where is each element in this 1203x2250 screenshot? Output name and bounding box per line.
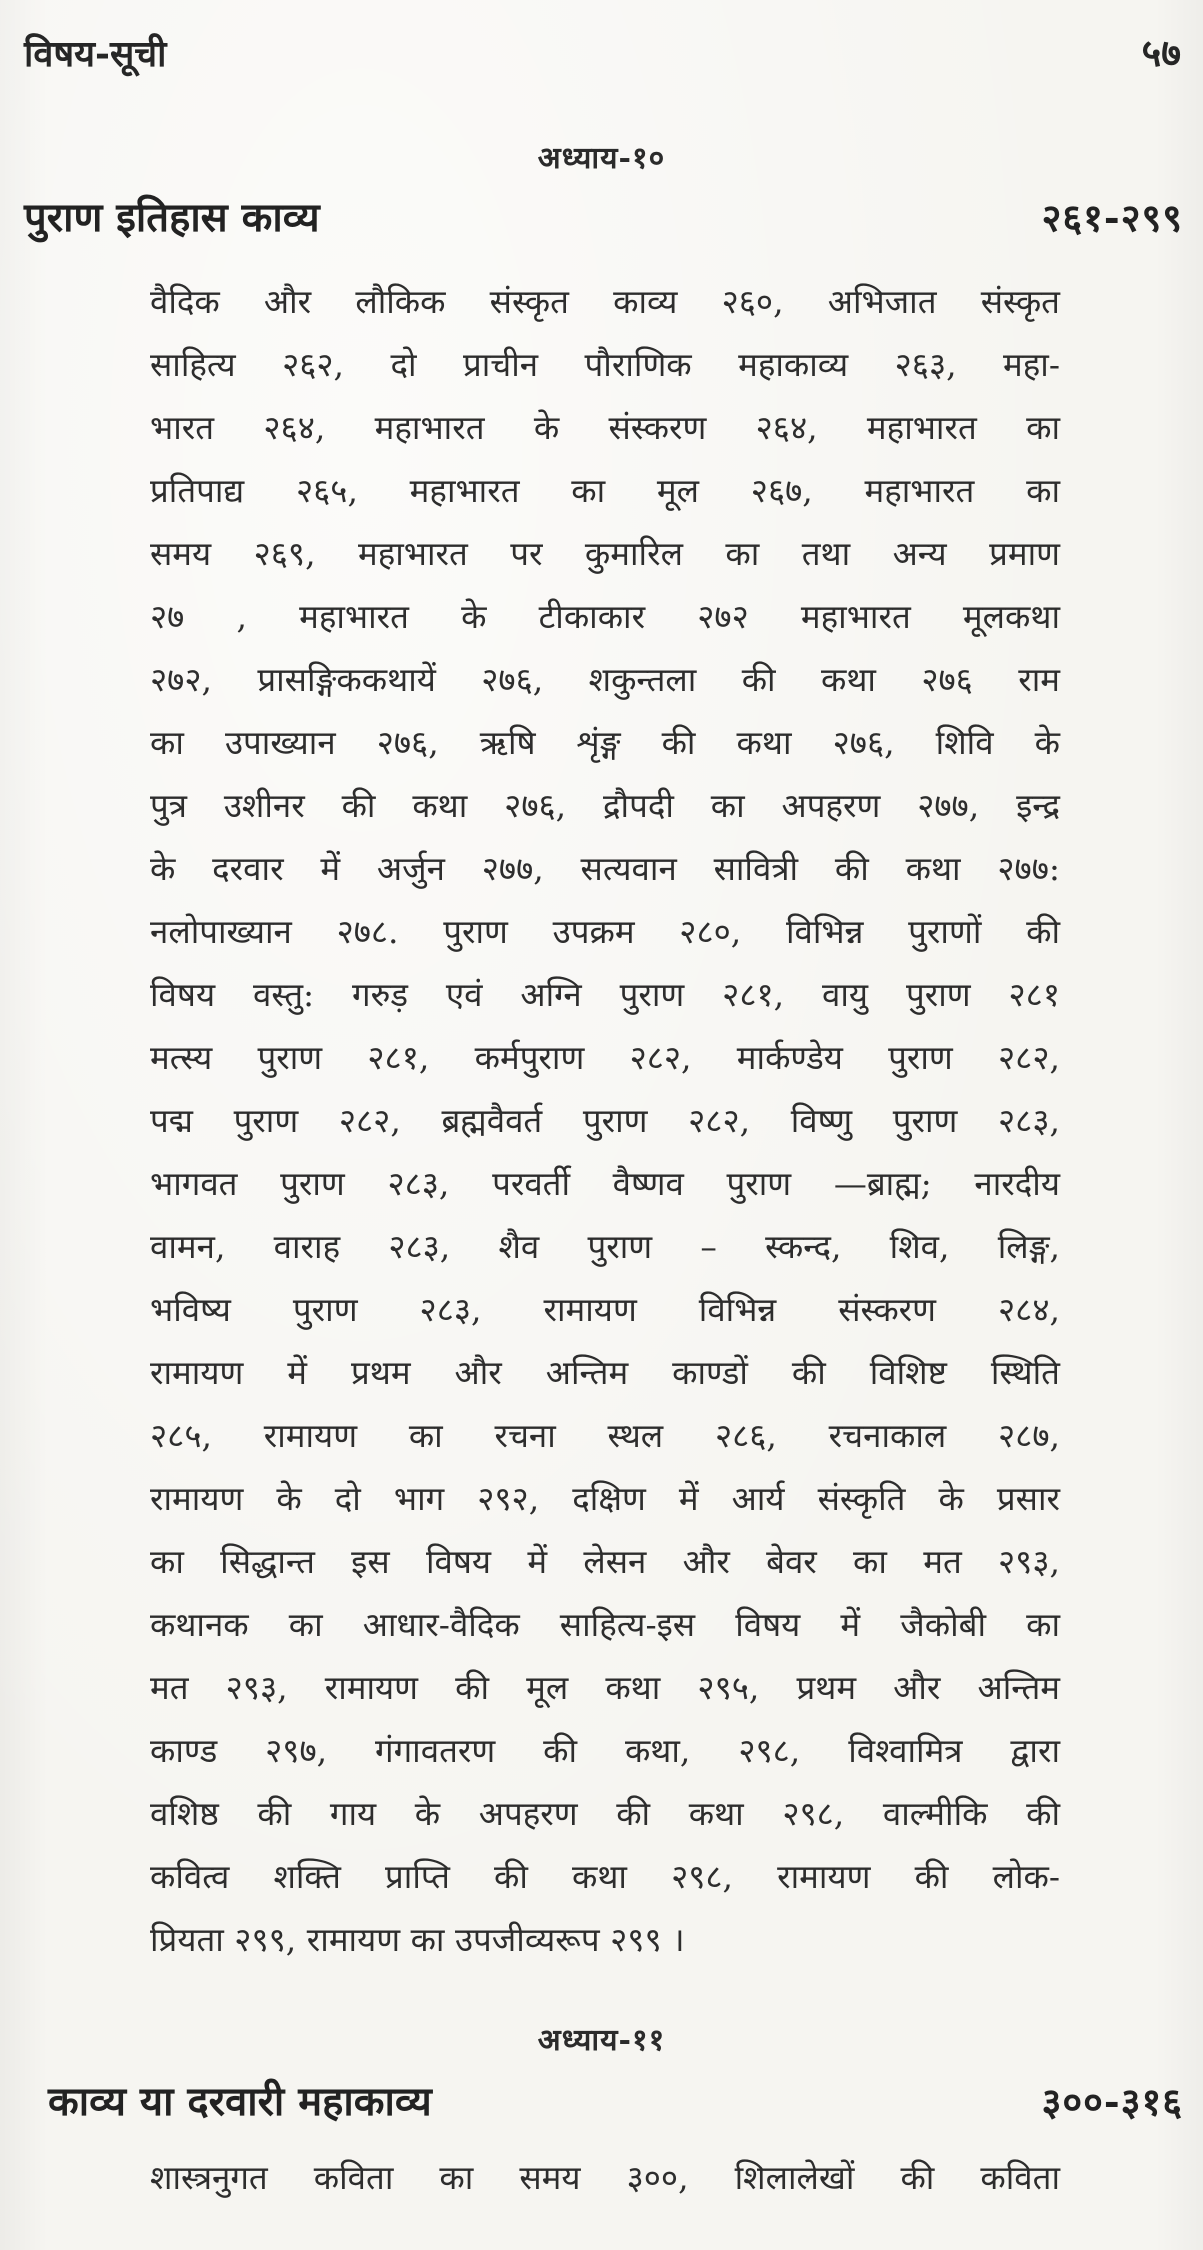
page-number: ५७ [1141,30,1181,75]
chapter-10-heading [24,188,1183,243]
contents-line: प्रतिपाद्य २६५, महाभारत का मूल २६७, महाभारत का [150,471,1060,510]
chapter-10-contents [150,270,1060,1971]
contents-line: भविष्य पुराण २८३, रामायण विभिन्न संस्करण २८४, [150,1290,1060,1329]
chapter-11-label: अध्याय-११ [537,2023,666,2058]
contents-line: रामायण के दो भाग २९२, दक्षिण में आर्य संस्कृति के प्रसार [150,1479,1060,1518]
contents-line: का सिद्धान्त इस विषय में लेसन और बेवर का मत २९३, [150,1542,1060,1581]
contents-line: रामायण में प्रथम और अन्तिम काण्डों की विशिष्ट स्थिति [150,1353,1060,1392]
contents-line: काण्ड २९७, गंगावतरण की कथा, २९८, विश्वामित्र द्वारा [150,1731,1060,1770]
chapter-11-title: काव्य या दरवारी महाकाव्य [48,2078,432,2125]
contents-line: वैदिक और लौकिक संस्कृत काव्य २६०, अभिजात संस्कृत [150,282,1060,321]
contents-line: का उपाख्यान २७६, ऋषि शृंङ्ग की कथा २७६, शिवि के [150,723,1060,762]
chapter-10-label: अध्याय-१० [537,141,666,176]
contents-line: पुत्र उशीनर की कथा २७६, द्रौपदी का अपहरण २७७, इन्द्र [150,786,1060,825]
contents-line: वामन, वाराह २८३, शैव पुराण – स्कन्द, शिव, लिङ्ग, [150,1227,1060,1266]
contents-line: साहित्य २६२, दो प्राचीन पौराणिक महाकाव्य २६३, महा- [150,345,1060,384]
contents-line: शास्त्रनुगत कविता का समय ३००, शिलालेखों की कविता [150,2158,1060,2197]
contents-line: कथानक का आधार-वैदिक साहित्य-इस विषय में जैकोबी का [150,1605,1060,1644]
contents-line: के दरवार में अर्जुन २७७, सत्यवान सावित्री की कथा २७७: [150,849,1060,888]
chapter-10-title: पुराण इतिहास काव्य [24,194,320,241]
contents-line: पद्म पुराण २८२, ब्रह्मवैवर्त पुराण २८२, विष्णु पुराण २८३, [150,1101,1060,1140]
contents-line: वशिष्ठ की गाय के अपहरण की कथा २९८, वाल्मीकि की [150,1794,1060,1833]
chapter-11-page-range: ३००-३१६ [1041,2079,1183,2124]
contents-line: भागवत पुराण २८३, परवर्ती वैष्णव पुराण —ब्राह्म; नारदीय [150,1164,1060,1203]
contents-line: समय २६९, महाभारत पर कुमारिल का तथा अन्य प्रमाण [150,534,1060,573]
contents-line: मत्स्य पुराण २८१, कर्मपुराण २८२, मार्कण्डेय पुराण २८२, [150,1038,1060,1077]
contents-line: २८५, रामायण का रचना स्थल २८६, रचनाकाल २८७, [150,1416,1060,1455]
contents-line: २७ , महाभारत के टीकाकार २७२ महाभारत मूलकथा [150,597,1060,636]
chapter-10-page-range: २६१-२९९ [1041,195,1183,240]
contents-line: मत २९३, रामायण की मूल कथा २९५, प्रथम और अन्तिम [150,1668,1060,1707]
contents-line: भारत २६४, महाभारत के संस्करण २६४, महाभारत का [150,408,1060,447]
contents-line: २७२, प्रासङ्गिककथायें २७६, शकुन्तला की कथा २७६ राम [150,660,1060,699]
chapter-11-heading [24,2072,1183,2127]
running-header-title: विषय-सूची [24,33,167,75]
contents-line: प्रियता २९९, रामायण का उपजीव्यरूप २९९ । [150,1920,685,1959]
contents-line: विषय वस्तु: गरुड़ एवं अग्नि पुराण २८१, वायु पुराण २८१ [150,975,1060,1014]
contents-line: नलोपाख्यान २७८. पुराण उपक्रम २८०, विभिन्न पुराणों की [150,912,1060,951]
chapter-11-contents [150,2146,1060,2209]
contents-line: कवित्व शक्ति प्राप्ति की कथा २९८, रामायण की लोक- [150,1857,1060,1896]
